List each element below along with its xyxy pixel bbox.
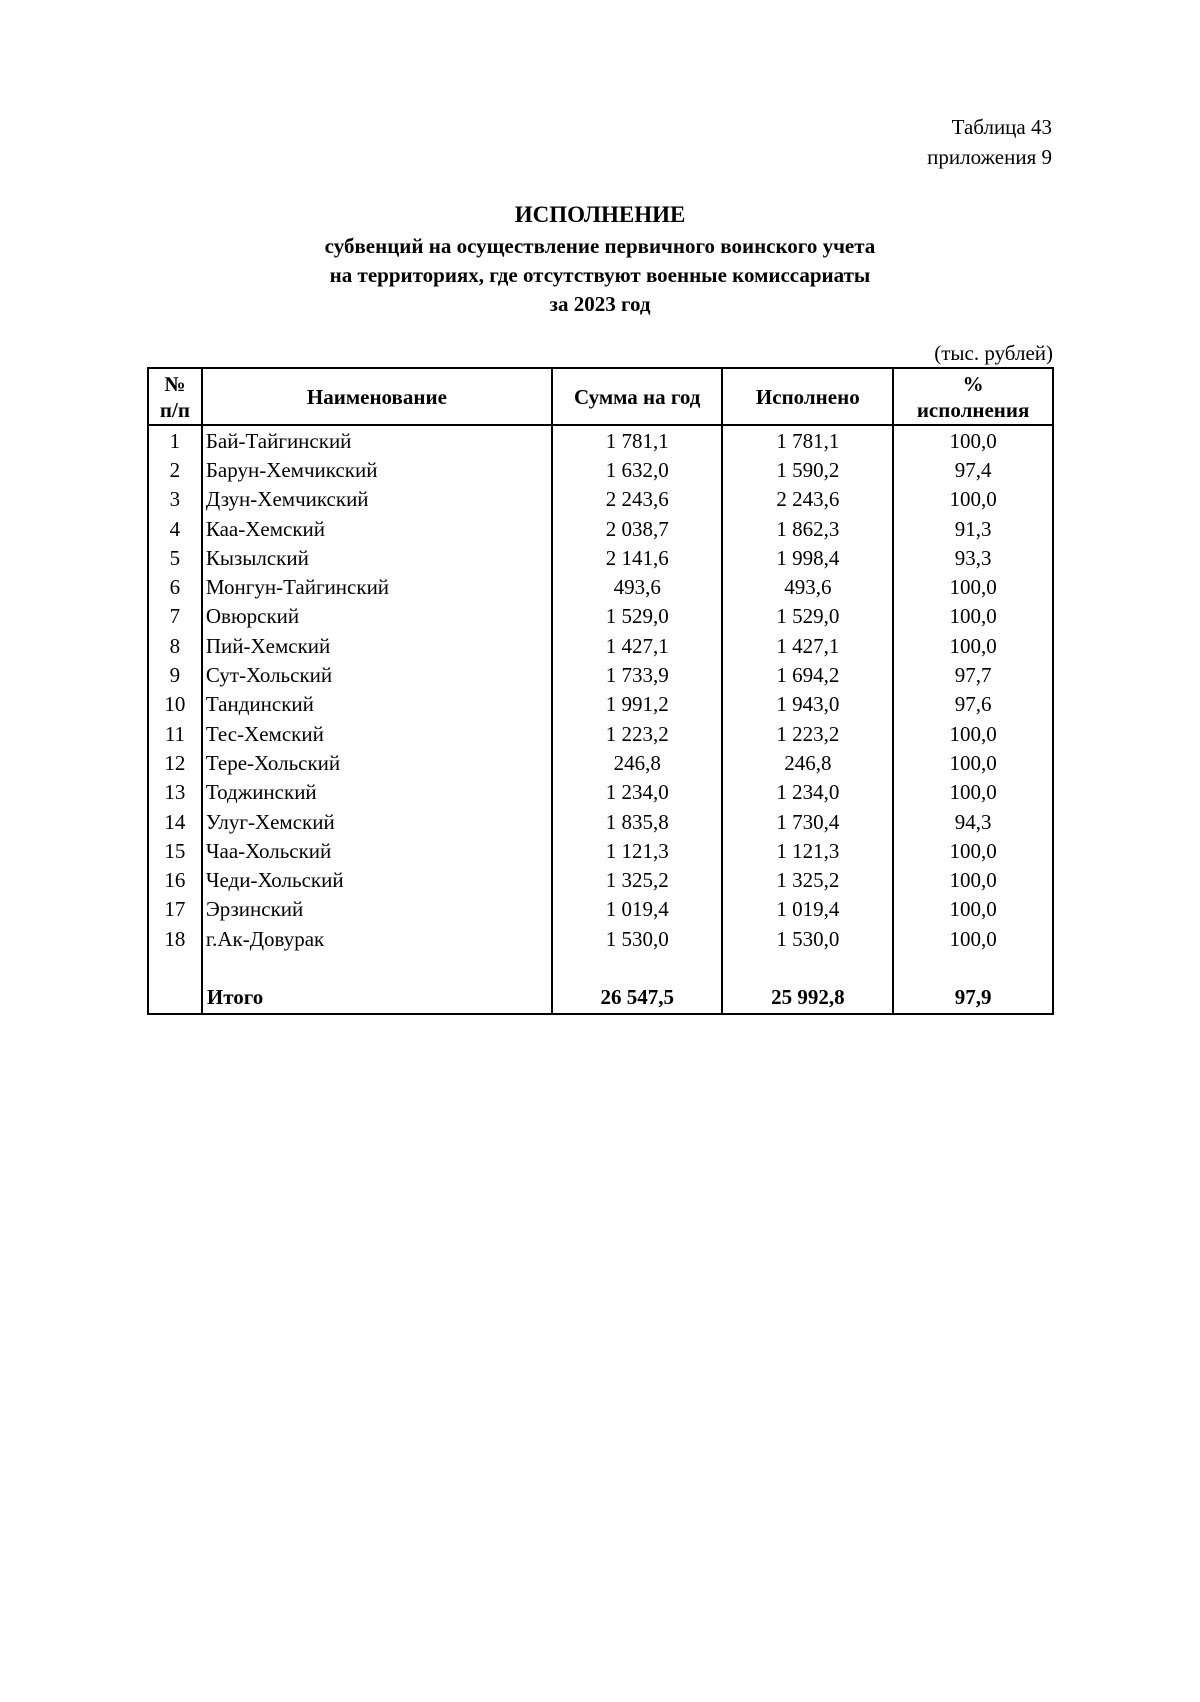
execution-table bbox=[147, 367, 1054, 1015]
row-percent: 100,0 bbox=[893, 602, 1053, 631]
total-percent: 97,9 bbox=[893, 981, 1053, 1014]
row-percent: 100,0 bbox=[893, 836, 1053, 865]
row-executed: 1 530,0 bbox=[722, 924, 893, 953]
row-number: 12 bbox=[148, 748, 202, 777]
appendix-number: приложения 9 bbox=[927, 145, 1052, 169]
row-planned: 246,8 bbox=[552, 748, 723, 777]
column-header-planned: Сумма на год bbox=[552, 368, 723, 425]
table-row bbox=[148, 836, 1053, 865]
row-planned: 1 427,1 bbox=[552, 631, 723, 660]
row-percent: 100,0 bbox=[893, 485, 1053, 514]
row-planned: 493,6 bbox=[552, 572, 723, 601]
title-line-2: на территориях, где отсутствуют военные комиссариаты bbox=[329, 263, 871, 287]
row-number: 3 bbox=[148, 485, 202, 514]
row-name: Тандинский bbox=[202, 690, 552, 719]
row-percent: 97,4 bbox=[893, 455, 1053, 484]
row-name: г.Ак-Довурак bbox=[202, 924, 552, 953]
row-percent: 100,0 bbox=[893, 425, 1053, 455]
row-planned: 1 733,9 bbox=[552, 660, 723, 689]
spacer-cell bbox=[552, 953, 723, 981]
total-row bbox=[148, 981, 1053, 1014]
row-percent: 100,0 bbox=[893, 924, 1053, 953]
row-percent: 100,0 bbox=[893, 631, 1053, 660]
table-row bbox=[148, 572, 1053, 601]
row-name: Барун-Хемчикский bbox=[202, 455, 552, 484]
row-executed: 1 590,2 bbox=[722, 455, 893, 484]
row-number: 17 bbox=[148, 895, 202, 924]
table-number: Таблица 43 bbox=[951, 115, 1052, 139]
row-planned: 1 234,0 bbox=[552, 778, 723, 807]
row-name: Монгун-Тайгинский bbox=[202, 572, 552, 601]
row-executed: 1 234,0 bbox=[722, 778, 893, 807]
row-planned: 2 141,6 bbox=[552, 543, 723, 572]
row-executed: 1 862,3 bbox=[722, 514, 893, 543]
table-row bbox=[148, 865, 1053, 894]
row-executed: 1 730,4 bbox=[722, 807, 893, 836]
row-name: Овюрский bbox=[202, 602, 552, 631]
row-planned: 1 530,0 bbox=[552, 924, 723, 953]
total-label: Итого bbox=[202, 981, 552, 1014]
row-name: Эрзинский bbox=[202, 895, 552, 924]
row-executed: 246,8 bbox=[722, 748, 893, 777]
total-planned: 26 547,5 bbox=[552, 981, 723, 1014]
row-executed: 1 781,1 bbox=[722, 425, 893, 455]
table-row bbox=[148, 719, 1053, 748]
row-percent: 94,3 bbox=[893, 807, 1053, 836]
row-executed: 1 427,1 bbox=[722, 631, 893, 660]
document-title bbox=[0, 198, 1200, 319]
row-executed: 493,6 bbox=[722, 572, 893, 601]
row-number: 6 bbox=[148, 572, 202, 601]
spacer-cell bbox=[148, 953, 202, 981]
row-planned: 1 529,0 bbox=[552, 602, 723, 631]
row-planned: 1 835,8 bbox=[552, 807, 723, 836]
table-row bbox=[148, 425, 1053, 455]
table-row bbox=[148, 543, 1053, 572]
row-executed: 1 019,4 bbox=[722, 895, 893, 924]
row-name: Тес-Хемский bbox=[202, 719, 552, 748]
column-header-name: Наименование bbox=[202, 368, 552, 425]
row-percent: 93,3 bbox=[893, 543, 1053, 572]
row-number: 1 bbox=[148, 425, 202, 455]
table-row bbox=[148, 602, 1053, 631]
row-number: 10 bbox=[148, 690, 202, 719]
row-name: Каа-Хемский bbox=[202, 514, 552, 543]
title-line-3: за 2023 год bbox=[549, 292, 651, 316]
table-row bbox=[148, 690, 1053, 719]
row-number: 7 bbox=[148, 602, 202, 631]
title-line-1: субвенций на осуществление первичного воинского учета bbox=[324, 234, 876, 258]
row-planned: 1 223,2 bbox=[552, 719, 723, 748]
row-percent: 91,3 bbox=[893, 514, 1053, 543]
row-executed: 2 243,6 bbox=[722, 485, 893, 514]
column-header-percent-line2: исполнения bbox=[916, 397, 1030, 422]
column-header-executed: Исполнено bbox=[722, 368, 893, 425]
table-row bbox=[148, 924, 1053, 953]
row-number: 13 bbox=[148, 778, 202, 807]
row-executed: 1 943,0 bbox=[722, 690, 893, 719]
row-executed: 1 529,0 bbox=[722, 602, 893, 631]
spacer-cell bbox=[722, 953, 893, 981]
table-row bbox=[148, 455, 1053, 484]
row-planned: 1 991,2 bbox=[552, 690, 723, 719]
title-main: ИСПОЛНЕНИЕ bbox=[514, 202, 686, 227]
row-number: 5 bbox=[148, 543, 202, 572]
row-percent: 97,6 bbox=[893, 690, 1053, 719]
row-name: Тере-Хольский bbox=[202, 748, 552, 777]
spacer-cell bbox=[202, 953, 552, 981]
row-planned: 2 243,6 bbox=[552, 485, 723, 514]
table-row bbox=[148, 807, 1053, 836]
row-percent: 100,0 bbox=[893, 572, 1053, 601]
row-name: Пий-Хемский bbox=[202, 631, 552, 660]
row-executed: 1 223,2 bbox=[722, 719, 893, 748]
row-name: Дзун-Хемчикский bbox=[202, 485, 552, 514]
row-number: 14 bbox=[148, 807, 202, 836]
row-name: Сут-Хольский bbox=[202, 660, 552, 689]
row-number: 8 bbox=[148, 631, 202, 660]
row-number: 4 bbox=[148, 514, 202, 543]
row-planned: 1 019,4 bbox=[552, 895, 723, 924]
row-name: Чеди-Хольский bbox=[202, 865, 552, 894]
row-executed: 1 998,4 bbox=[722, 543, 893, 572]
row-percent: 100,0 bbox=[893, 748, 1053, 777]
row-number: 11 bbox=[148, 719, 202, 748]
row-executed: 1 325,2 bbox=[722, 865, 893, 894]
row-number: 2 bbox=[148, 455, 202, 484]
row-planned: 1 325,2 bbox=[552, 865, 723, 894]
spacer-row bbox=[148, 953, 1053, 981]
spacer-cell bbox=[893, 953, 1053, 981]
table-row bbox=[148, 514, 1053, 543]
row-name: Бай-Тайгинский bbox=[202, 425, 552, 455]
row-percent: 97,7 bbox=[893, 660, 1053, 689]
table-row bbox=[148, 485, 1053, 514]
row-executed: 1 121,3 bbox=[722, 836, 893, 865]
row-name: Чаа-Хольский bbox=[202, 836, 552, 865]
table-row bbox=[148, 778, 1053, 807]
row-number: 16 bbox=[148, 865, 202, 894]
row-percent: 100,0 bbox=[893, 895, 1053, 924]
row-executed: 1 694,2 bbox=[722, 660, 893, 689]
table-body bbox=[148, 425, 1053, 1014]
table-row bbox=[148, 895, 1053, 924]
row-name: Кызылский bbox=[202, 543, 552, 572]
table-row bbox=[148, 748, 1053, 777]
column-header-number-line1: № bbox=[164, 371, 186, 396]
row-name: Тоджинский bbox=[202, 778, 552, 807]
row-number: 15 bbox=[148, 836, 202, 865]
total-number bbox=[148, 981, 202, 1014]
row-percent: 100,0 bbox=[893, 719, 1053, 748]
row-percent: 100,0 bbox=[893, 865, 1053, 894]
table-reference bbox=[927, 112, 1052, 172]
row-planned: 1 121,3 bbox=[552, 836, 723, 865]
row-planned: 1 781,1 bbox=[552, 425, 723, 455]
table-row bbox=[148, 631, 1053, 660]
units-note: (тыс. рублей) bbox=[934, 341, 1053, 365]
row-number: 9 bbox=[148, 660, 202, 689]
column-header-number-line2: п/п bbox=[159, 397, 190, 422]
table-header-row bbox=[148, 368, 1053, 425]
row-percent: 100,0 bbox=[893, 778, 1053, 807]
row-planned: 1 632,0 bbox=[552, 455, 723, 484]
column-header-percent bbox=[893, 368, 1053, 425]
row-name: Улуг-Хемский bbox=[202, 807, 552, 836]
column-header-number bbox=[148, 368, 202, 425]
column-header-percent-line1: % bbox=[962, 371, 984, 396]
table-row bbox=[148, 660, 1053, 689]
total-executed: 25 992,8 bbox=[722, 981, 893, 1014]
row-planned: 2 038,7 bbox=[552, 514, 723, 543]
row-number: 18 bbox=[148, 924, 202, 953]
